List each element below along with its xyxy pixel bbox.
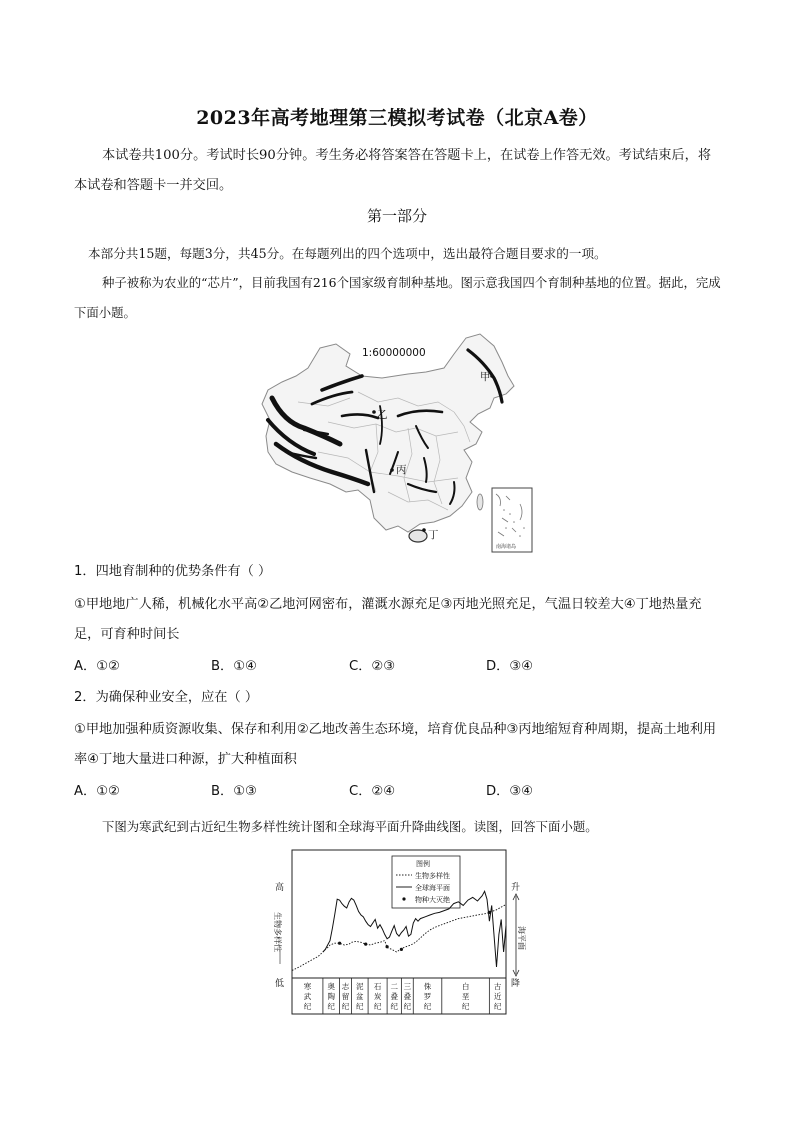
period-label: 石炭纪 [373, 982, 382, 1011]
point-jia [490, 374, 494, 378]
point-yi-label: 乙 [377, 409, 388, 421]
extinction-point [400, 948, 403, 951]
question-2-stem: 2．为确保种业安全，应在（ ） [74, 690, 259, 705]
question-1-statements: ①甲地地广人稀，机械化水平高②乙地河网密布，灌溉水源充足③丙地光照充足，气温日较差大④丁地热量充足，可育种时间长 [74, 597, 702, 642]
question-1-options [74, 652, 724, 682]
q2-option-d[interactable]: D．③④ [486, 784, 533, 799]
map-scale: 1:60000000 [362, 347, 426, 359]
legend-biodiversity: 生物多样性 [415, 872, 450, 880]
extinction-point [338, 942, 341, 945]
chart-legend [392, 856, 460, 908]
right-axis-high: 升 [511, 883, 521, 893]
legend-title: 图例 [416, 860, 430, 868]
period-label: 泥盆纪 [356, 982, 364, 1011]
period-label: 白垩纪 [461, 982, 470, 1011]
extinction-point [364, 943, 367, 946]
inset-label: 南海诸岛 [496, 544, 517, 550]
period-label: 寒武纪 [303, 982, 312, 1011]
period-label: 奥陶纪 [327, 982, 335, 1011]
point-bing-label: 丙 [396, 464, 407, 476]
question-2-statements: ①甲地加强种质资源收集、保存和利用②乙地改善生态环境，培育优良品种③丙地缩短育种周期，提高土地利用率④丁地大量进口种源，扩大种植面积 [74, 722, 717, 767]
point-ding-label: 丁 [428, 529, 439, 541]
period-label: 志留纪 [341, 982, 350, 1011]
point-ding [422, 528, 426, 532]
right-axis-low: 降 [511, 979, 521, 989]
exam-title: 2023年高考地理第三模拟考试卷（北京A卷） [196, 107, 598, 129]
q1-option-a[interactable]: A．①② [74, 659, 120, 674]
hainan-island [409, 530, 427, 542]
legend-extinction: 物种大灭绝 [415, 896, 450, 904]
left-axis-high: 高 [275, 883, 285, 893]
period-label: 侏罗纪 [423, 982, 432, 1011]
legend-sea-level: 全球海平面 [415, 884, 450, 892]
left-axis-low: 低 [275, 979, 285, 989]
point-jia-label: 甲 [480, 371, 491, 383]
section-title: 第一部分 [366, 207, 427, 225]
extinction-point [386, 945, 389, 948]
period-label: 古近纪 [493, 982, 502, 1011]
china-outline [262, 334, 514, 532]
right-axis-label: 海平面 [517, 926, 526, 950]
point-bing [390, 468, 394, 472]
extinction-point [488, 911, 491, 914]
section-description: 本部分共15题，每题3分，共45分。在每题列出的四个选项中，选出最符合题目要求的一项。 [88, 246, 607, 261]
left-axis-label: 生物多样性 [273, 912, 282, 952]
question-1-stem: 1．四地育制种的优势条件有（ ） [74, 564, 272, 579]
point-yi [372, 410, 376, 414]
period-label: 二叠纪 [390, 982, 398, 1011]
china-seed-base-map [258, 332, 534, 554]
seed-passage: 种子被称为农业的“芯片”，目前我国有216个国家级育制种基地。图示意我国四个育制种基地的位置。据此，完成下面小题。 [74, 275, 721, 320]
biodiversity-sea-level-chart [266, 846, 536, 1018]
q2-option-c[interactable]: C．②④ [349, 784, 396, 799]
period-label: 三叠纪 [403, 982, 412, 1011]
taiwan-island [477, 494, 483, 510]
q2-option-a[interactable]: A．①② [74, 784, 120, 799]
south-china-sea-inset [492, 488, 532, 552]
q1-option-b[interactable]: B．①④ [211, 659, 257, 674]
exam-instructions: 本试卷共100分。考试时长90分钟。考生务必将答案答在答题卡上，在试卷上作答无效。考试结束后，将本试卷和答题卡一并交回。 [74, 148, 712, 193]
q2-option-b[interactable]: B．①③ [211, 784, 257, 799]
question-2-options [74, 777, 724, 807]
q1-option-c[interactable]: C．②③ [349, 659, 396, 674]
figure-passage: 下图为寒武纪到古近纪生物多样性统计图和全球海平面升降曲线图。读图，回答下面小题。 [102, 819, 598, 834]
q1-option-d[interactable]: D．③④ [486, 659, 533, 674]
